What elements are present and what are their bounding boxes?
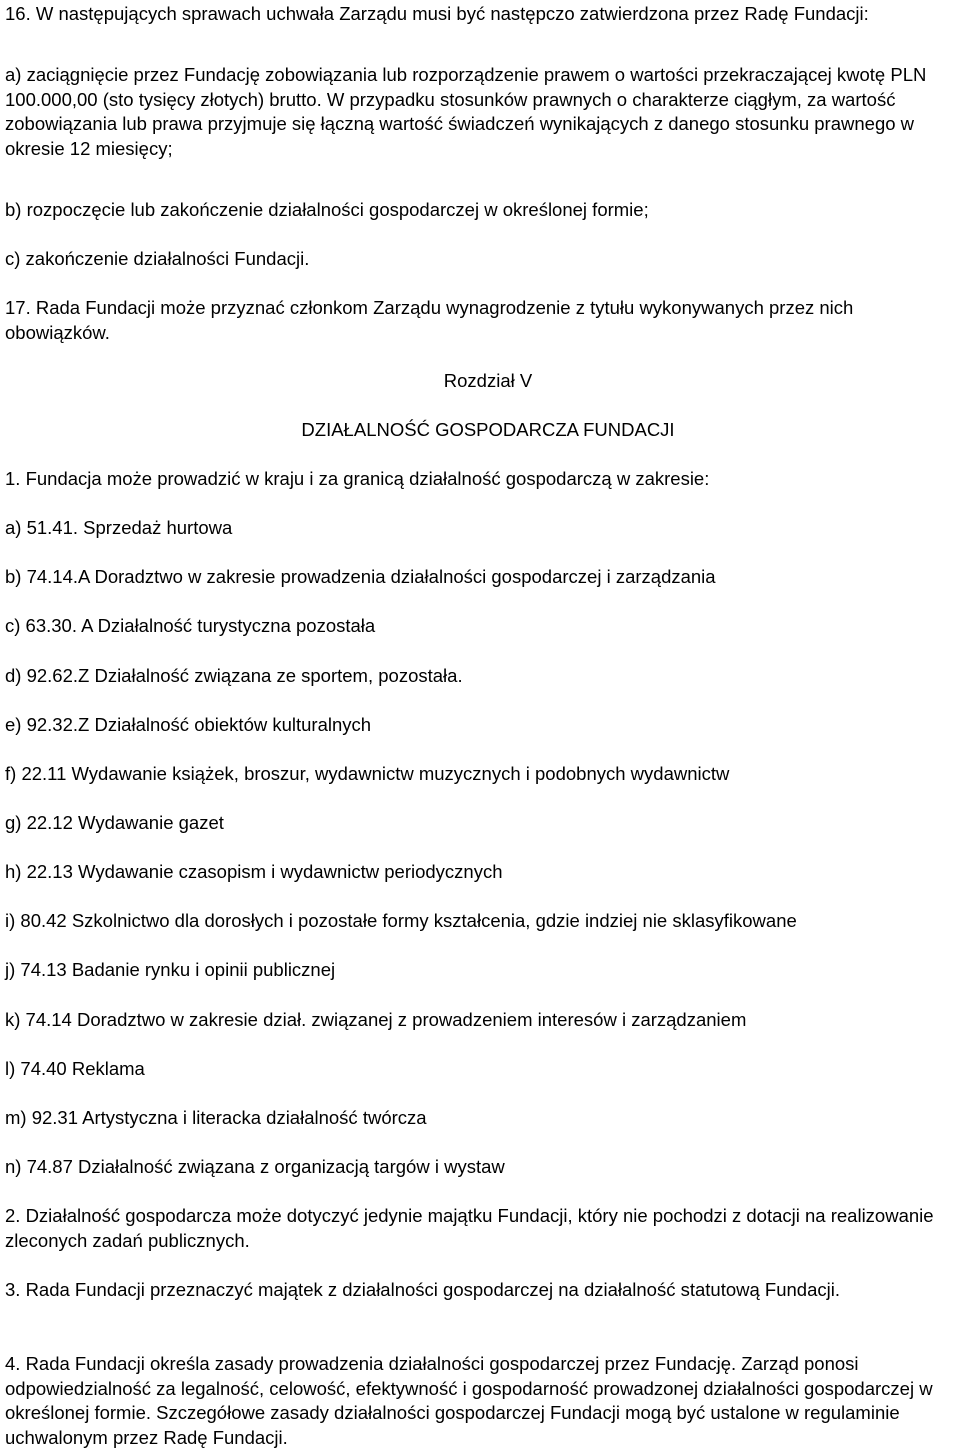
section-16-item-c: c) zakończenie działalności Fundacji.: [5, 248, 310, 269]
activity-item: i) 80.42 Szkolnictwo dla dorosłych i pozostałe formy kształcenia, gdzie indziej nie sklasyfikowane: [5, 910, 797, 931]
activity-item: k) 74.14 Doradztwo w zakresie dział. związanej z prowadzeniem interesów i zarządzaniem: [5, 1009, 747, 1030]
activity-item: d) 92.62.Z Działalność związana ze sportem, pozostała.: [5, 665, 463, 686]
activity-item: l) 74.40 Reklama: [5, 1058, 145, 1079]
activity-item: m) 92.31 Artystyczna i literacka działalność twórcza: [5, 1107, 427, 1128]
activity-item: f) 22.11 Wydawanie książek, broszur, wydawnictw muzycznych i podobnych wydawnictw: [5, 763, 730, 784]
point-1-intro: 1. Fundacja może prowadzić w kraju i za granicą działalność gospodarczą w zakresie:: [5, 468, 710, 489]
chapter-title: DZIAŁALNOŚĆ GOSPODARCZA FUNDACJI: [301, 419, 675, 440]
activity-item: e) 92.32.Z Działalność obiektów kulturalnych: [5, 714, 372, 735]
chapter-number: Rozdział V: [443, 370, 533, 391]
activity-item: g) 22.12 Wydawanie gazet: [5, 812, 224, 833]
activity-item: n) 74.87 Działalność związana z organizacją targów i wystaw: [5, 1156, 505, 1177]
activity-item: a) 51.41. Sprzedaż hurtowa: [5, 517, 233, 538]
section-17: 17. Rada Fundacji może przyznać członkom Zarządu wynagrodzenie z tytułu wykonywanych przez nich obowiązków.: [5, 297, 854, 343]
activity-item: h) 22.13 Wydawanie czasopism i wydawnictw periodycznych: [5, 861, 503, 882]
activity-item: c) 63.30. A Działalność turystyczna pozostała: [5, 615, 376, 636]
activity-item: b) 74.14.A Doradztwo w zakresie prowadzenia działalności gospodarczej i zarządzania: [5, 566, 716, 587]
section-16-item-b: b) rozpoczęcie lub zakończenie działalności gospodarczej w określonej formie;: [5, 199, 649, 220]
point-2: 2. Działalność gospodarcza może dotyczyć jedynie majątku Fundacji, który nie pochodzi z dotacji na realizowanie zleconych zadań publicznych.: [5, 1205, 934, 1251]
activity-item: j) 74.13 Badanie rynku i opinii publicznej: [5, 959, 336, 980]
section-16-intro: 16. W następujących sprawach uchwała Zarządu musi być następczo zatwierdzona przez Radę Fundacji:: [5, 3, 869, 24]
point-4: 4. Rada Fundacji określa zasady prowadzenia działalności gospodarczej przez Fundację. Zarząd ponosi odpowiedzialność za legalność, celowość, efektywność i gospodarność prowadzonej działalności gospodarczej w określonej formie. Szczegółowe zasady działalności gospodarczej Fundacji mogą być ustalone w regulaminie uchwalonym przez Radę Fundacji.: [5, 1353, 933, 1448]
section-16-item-a: a) zaciągnięcie przez Fundację zobowiązania lub rozporządzenie prawem o wartości przekraczającej kwotę PLN 100.000,00 (sto tysięcy złotych) brutto. W przypadku stosunków prawnych o charakterze ciągłym, za wartość zobowiązania lub prawa przyjmuje się łączną wartość świadczeń wynikających z danego stosunku prawnego w okresie 12 miesięcy;: [5, 64, 927, 159]
point-3: 3. Rada Fundacji przeznaczyć majątek z działalności gospodarczej na działalność statutową Fundacji.: [5, 1279, 840, 1300]
